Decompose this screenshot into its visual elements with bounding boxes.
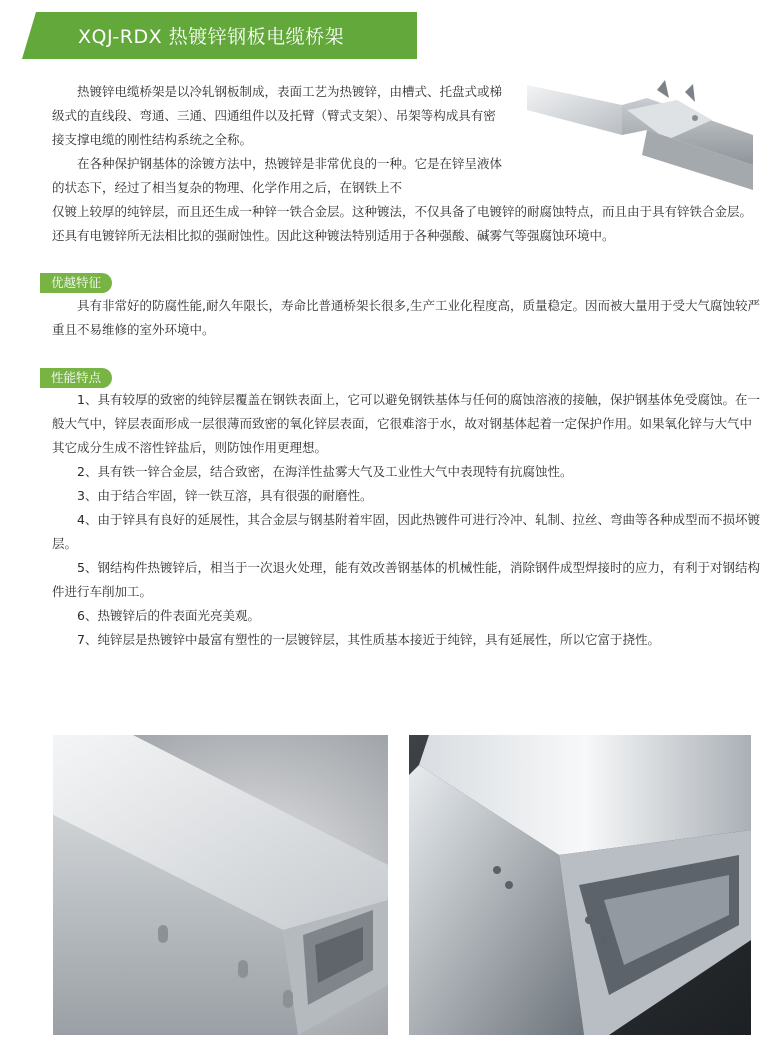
advantages-paragraph: 具有非常好的防腐性能,耐久年限长，寿命比普通桥架长很多,生产工业化程度高，质量稳定。因而被大量用于受大气腐蚀较严重且不易维修的室外环境中。 <box>52 298 760 337</box>
list-item: 5、钢结构件热镀锌后，相当于一次退火处理，能有效改善钢基体的机械性能，消除钢件成型焊接时的应力，有利于对钢结构件进行车削加工。 <box>52 560 760 599</box>
list-item: 6、热镀锌后的件表面光亮美观。 <box>77 608 260 623</box>
list-item: 2、具有铁一锌合金层，结合致密，在海洋性盐雾大气及工业性大气中表现特有抗腐蚀性。 <box>77 464 573 479</box>
cable-tray-photo-shiny <box>409 735 751 1035</box>
list-item: 1、具有较厚的致密的纯锌层覆盖在钢铁表面上，它可以避免钢铁基体与任何的腐蚀溶液的接触，保护钢基体免受腐蚀。在一般大气中，锌层表面形成一层很薄而致密的氧化锌层表面，它很难溶于水，故对钢基体起着一定保护作用。如果氧化锌与大气中其它成分生成不溶性锌盐后，则防蚀作用更理想。 <box>52 392 760 455</box>
cable-tray-photo-grey <box>53 735 388 1035</box>
list-item: 3、由于结合牢固，锌一铁互溶，具有很强的耐磨性。 <box>77 488 373 503</box>
section-heading-performance: 性能特点 <box>40 368 112 388</box>
intro-paragraph-2: 在各种保护钢基体的涂镀方法中，热镀锌是非常优良的一种。它是在锌呈液体的状态下，经过了相当复杂的物理、化学作用之后，在钢铁上不 <box>52 156 503 195</box>
intro-paragraph-2-continued: 仅镀上较厚的纯锌层，而且还生成一种锌一铁合金层。这种镀法，不仅具备了电镀锌的耐腐蚀特点，而且由于具有锌铁合金层。还具有电镀锌所无法相比拟的强耐蚀性。因此这种镀法特别适用于各种强酸、碱雾气等强腐蚀环境中。 <box>52 204 753 243</box>
list-item: 7、纯锌层是热镀锌中最富有塑性的一层镀锌层，其性质基本接近于纯锌，具有延展性，所以它富于挠性。 <box>77 632 660 647</box>
section-heading-advantages: 优越特征 <box>40 273 112 293</box>
intro-paragraph-1: 热镀锌电缆桥架是以冷轧钢板制成，表面工艺为热镀锌，由槽式、托盘式或梯级式的直线段、弯通、三通、四通组件以及托臂（臂式支架）、吊架等构成具有密接支撑电缆的刚性结构系统之全称。 <box>52 84 503 147</box>
page-title: XQJ-RDX 热镀锌钢板电缆桥架 <box>78 26 345 48</box>
list-item: 4、由于锌具有良好的延展性，其合金层与钢基附着牢固，因此热镀件可进行冷冲、轧制、拉丝、弯曲等各种成型而不损坏镀层。 <box>52 512 760 551</box>
performance-list <box>52 388 764 652</box>
cable-tray-tee-photo <box>527 80 753 190</box>
